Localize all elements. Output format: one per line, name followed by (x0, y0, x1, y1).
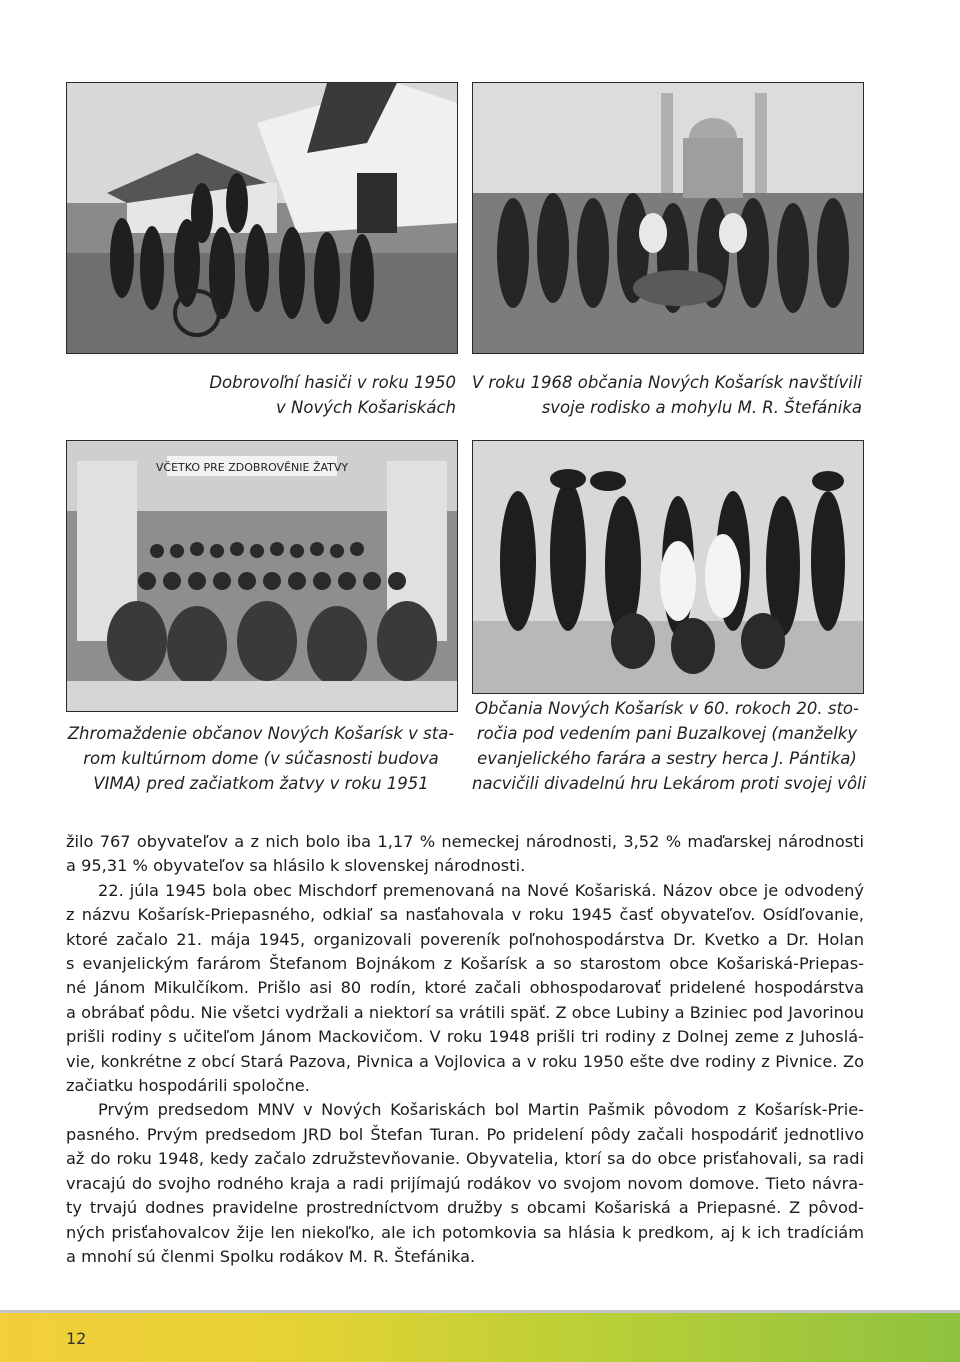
caption-photo3 (66, 721, 456, 796)
caption-line: ročia pod vedením pani Buzalkovej (manželky (476, 724, 858, 743)
caption-line: Zhromaždenie občanov Nových Košarísk v sta- (67, 724, 455, 743)
caption-photo4 (472, 696, 867, 796)
caption-line: Dobrovoľní hasiči v roku 1950 (209, 373, 456, 392)
body-line: ty trvajú dodnes pravidelne prostredníctvom družby s obcami Košariská a Priepasné. Z pôvod- (66, 1198, 864, 1218)
caption-line: Občania Nových Košarísk v 60. rokoch 20. sto- (475, 699, 859, 718)
body-line: né Jánom Mikulčíkom. Prišlo asi 80 rodín, ktoré začali obhospodarovať pridelené hospodárstva (66, 978, 864, 998)
body-line: a mnohí sú členmi Spolku rodákov M. R. Štefánika. (66, 1246, 476, 1266)
body-text (66, 830, 864, 1269)
body-line: vie, konkrétne z obcí Stará Pazova, Pivnica a Vojlovica a v roku 1950 ešte dve rodiny z Pivnice. Zo (66, 1051, 864, 1071)
body-line: žilo 767 obyvateľov a z nich bolo iba 1,17 % nemeckej národnosti, 3,52 % maďarskej národnosti (66, 832, 864, 851)
caption-line: svoje rodisko a mohylu M. R. Štefánika (541, 398, 862, 417)
caption-photo2 (472, 370, 862, 420)
body-line: vracajú do svojho rodného kraja a radi prijímajú rodákov vo svojom novom domove. Tieto návra- (66, 1173, 864, 1193)
caption-line: V roku 1968 občania Nových Košarísk navštívili (471, 373, 862, 392)
body-line: Prvým predsedom MNV v Nových Košariskách bol Martin Pašmik pôvodom z Košarísk-Prie- (98, 1100, 864, 1120)
body-line: ktoré začalo 21. mája 1945, organizovali povereník poľnohospodárstva Dr. Kvetko a Dr. Holan (66, 929, 864, 949)
body-line: prišli rodiny s učiteľom Jánom Mackovičom. V roku 1948 prišli tri rodiny z Dolnej zeme z Juhoslá- (66, 1027, 864, 1047)
caption-line: evanjelického farára a sestry herca J. Pántika) (477, 749, 857, 768)
body-line: ných prisťahovalcov žije len niekoľko, ale ich potomkovia sa hlásia k predkom, aj k ich tradíciám (66, 1222, 864, 1242)
photo-assembly-1951 (66, 440, 458, 712)
body-line: pasného. Prvým predsedom JRD bol Štefan Turan. Po pridelení pôdy začali hospodáriť jednotlivo (66, 1124, 864, 1144)
body-line: až do roku 1948, kedy začalo združstevňovanie. Obyvatelia, ktorí sa do obce prisťahovali, sa radi (66, 1149, 864, 1169)
photo-visit-1968 (472, 82, 864, 354)
body-line: s evanjelickým farárom Štefanom Bojnákom z Košarísk a so starostom obce Košariská-Priepas- (66, 954, 864, 974)
body-line: a obrábať pôdu. Nie všetci vydržali a niektorí sa vrátili späť. Z obce Lubiny a Bziniec pod Javorinou (66, 1002, 864, 1022)
body-line: z názvu Košarísk-Priepasného, odkiaľ sa nasťahovala v roku 1945 časť obyvateľov. Osídľovanie, (66, 905, 864, 925)
caption-line: nacvičili divadelnú hru Lekárom proti svojej vôli (472, 774, 867, 793)
footer-bar (0, 1310, 960, 1362)
body-line: a 95,31 % obyvateľov sa hlásilo k slovenskej národnosti. (66, 856, 526, 876)
caption-line: VIMA) pred začiatkom žatvy v roku 1951 (93, 774, 429, 793)
body-line: začiatku hospodárili spoločne. (66, 1076, 310, 1096)
photo-firefighters-1950 (66, 82, 458, 354)
caption-photo1 (209, 370, 456, 420)
hall-sign-text: VČETKO PRE ZDOBROVĚNIE ŽATVY (155, 461, 349, 474)
page-number: 12 (66, 1329, 87, 1348)
caption-line: v Nových Košariskách (276, 398, 456, 417)
body-line: 22. júla 1945 bola obec Mischdorf premenovaná na Nové Košariská. Názov obce je odvodený (98, 880, 864, 900)
photo-theater-play (472, 440, 864, 694)
caption-line: rom kultúrnom dome (v súčasnosti budova (83, 749, 439, 768)
